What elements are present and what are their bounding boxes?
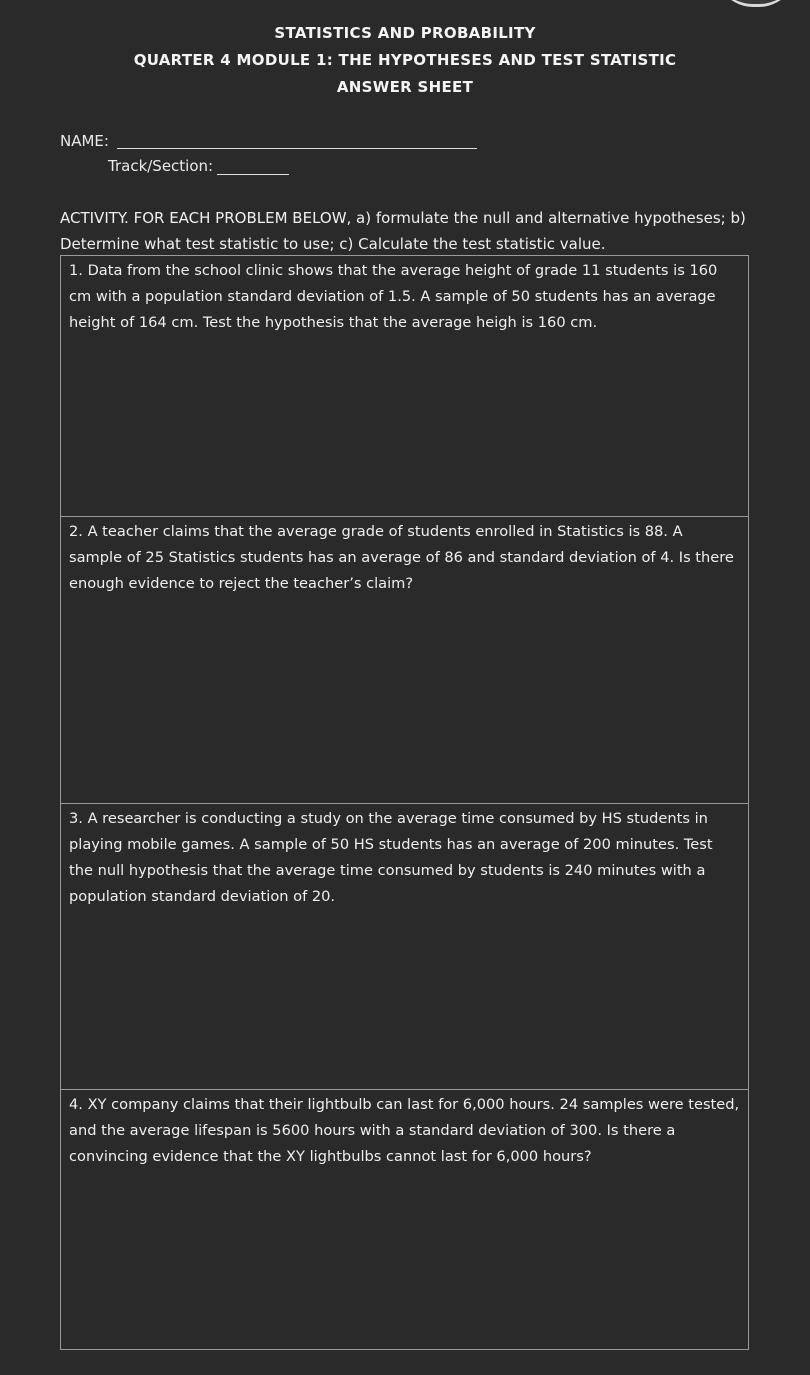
name-field[interactable] [117, 148, 477, 149]
problem-text: 3. A researcher is conducting a study on the average time consumed by HS students in playing mobile games. A sample of 50 HS students has an average of 200 minutes. Test the null hypothesis that the average time consumed by students is 240 minutes with a population standard deviation of 20. [69, 810, 713, 905]
problem-cell-1[interactable] [61, 256, 748, 517]
track-section-field[interactable] [217, 174, 289, 175]
subject-title: STATISTICS AND PROBABILITY [274, 24, 536, 42]
module-title: QUARTER 4 MODULE 1: THE HYPOTHESES AND TEST STATISTIC [133, 51, 677, 69]
track-section-label: Track/Section: [108, 157, 214, 175]
corner-button[interactable] [716, 0, 796, 7]
sheet-title: ANSWER SHEET [336, 78, 474, 96]
problem-cell-4[interactable] [61, 1090, 748, 1349]
problem-cell-3[interactable] [61, 804, 748, 1090]
name-label: NAME: [60, 132, 109, 150]
problem-cell-2[interactable] [61, 517, 748, 804]
answer-table [60, 255, 749, 1350]
activity-instructions: ACTIVITY. FOR EACH PROBLEM BELOW, a) formulate the null and alternative hypotheses; b) Determine what test statistic to use; c) Calculate the test statistic value. [60, 209, 746, 253]
problem-text: 4. XY company claims that their lightbulb can last for 6,000 hours. 24 samples were tested, and the average lifespan is 5600 hours with a standard deviation of 300. Is there a convincing evidence that the XY lightbulbs cannot last for 6,000 hours? [69, 1096, 740, 1165]
problem-text: 1. Data from the school clinic shows that the average height of grade 11 students is 160 cm with a population standard deviation of 1.5. A sample of 50 students has an average height of 164 cm. Test the hypothesis that the average heigh is 160 cm. [69, 262, 718, 331]
problem-text: 2. A teacher claims that the average grade of students enrolled in Statistics is 88. A sample of 25 Statistics students has an average of 86 and standard deviation of 4. Is there enough evidence to reject the teacher’s claim? [69, 523, 734, 592]
